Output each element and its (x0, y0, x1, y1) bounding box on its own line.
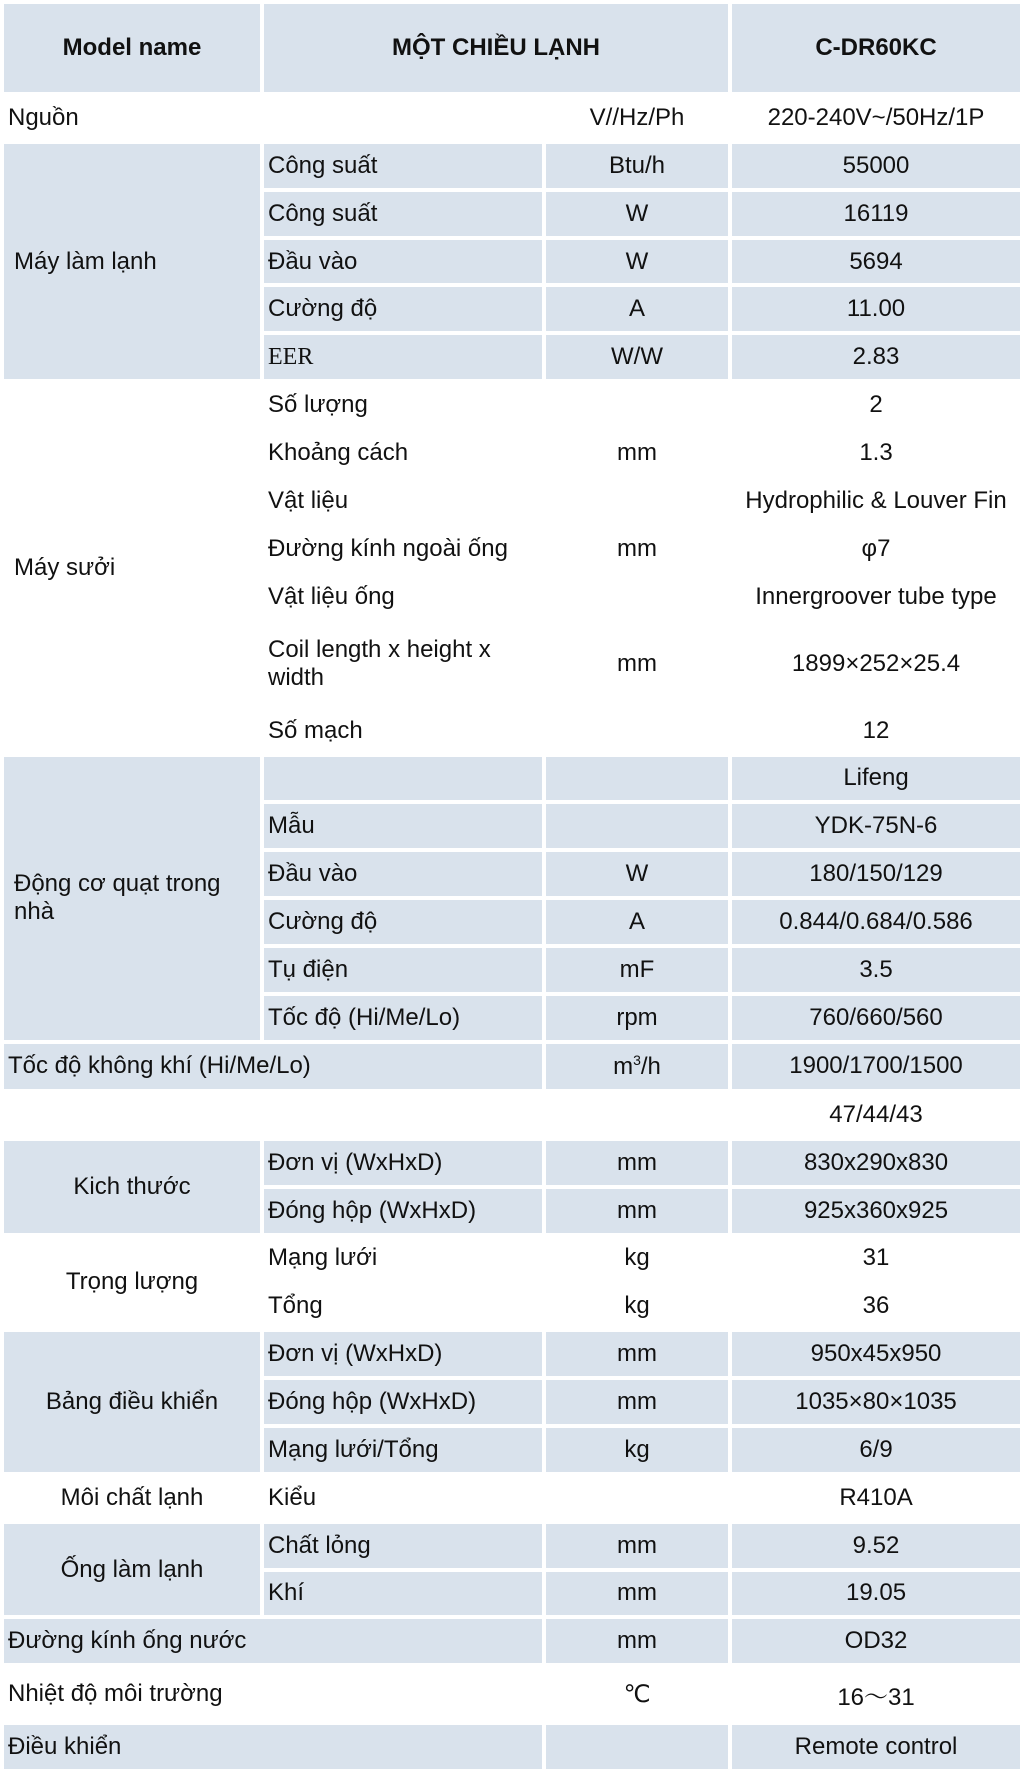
row-value: 55000 (732, 144, 1020, 188)
row-value: Lifeng (732, 757, 1020, 801)
table-row (4, 383, 1020, 427)
row-label: Số mạch (264, 709, 542, 753)
airflow-label: Tốc độ không khí (Hi/Me/Lo) (4, 1044, 542, 1089)
row-label: EER (264, 335, 542, 379)
row-unit: W/W (546, 335, 728, 379)
airflow-value: 1900/1700/1500 (732, 1044, 1020, 1089)
row-label: Tốc độ (Hi/Me/Lo) (264, 996, 542, 1040)
row-label: Khoảng cách (264, 431, 542, 475)
cooling-group-label: Máy làm lạnh (4, 144, 260, 379)
row-unit: A (546, 900, 728, 944)
row-value: 830x290x830 (732, 1141, 1020, 1185)
control-label: Điều khiển (4, 1725, 542, 1769)
row-value: 950x45x950 (732, 1332, 1020, 1376)
row-unit: kg (546, 1284, 728, 1328)
noise-value: 47/44/43 (732, 1093, 1020, 1137)
row-unit: kg (546, 1237, 728, 1281)
airflow-unit: $m^3/h$ (546, 1044, 728, 1089)
row-value: Hydrophilic & Louver Fin (732, 479, 1020, 523)
drain-value: OD32 (732, 1619, 1020, 1663)
row-unit: mF (546, 948, 728, 992)
row-value: 925x360x925 (732, 1189, 1020, 1233)
row-unit (546, 757, 728, 801)
row-label: Mạng lưới/Tổng (264, 1428, 542, 1472)
weight-group-label: Trọng lượng (4, 1237, 260, 1329)
power-value: 220-240V~/50Hz/1P (732, 96, 1020, 140)
power-unit: V//Hz/Ph (546, 96, 728, 140)
row-unit: W (546, 240, 728, 284)
noise-label (4, 1093, 542, 1137)
table-row (4, 1524, 1020, 1568)
row-unit: A (546, 287, 728, 331)
row-unit: kg (546, 1428, 728, 1472)
row-value: 3.5 (732, 948, 1020, 992)
row-unit: mm (546, 431, 728, 475)
row-label: Mẫu (264, 804, 542, 848)
panel-group-label: Bảng điều khiển (4, 1332, 260, 1472)
fan-motor-group-label: Động cơ quạt trong nhà (4, 757, 260, 1040)
refrigerant-group-label: Môi chất lạnh (4, 1476, 260, 1520)
row-unit: rpm (546, 996, 728, 1040)
noise-unit (546, 1093, 728, 1137)
ambient-value: 16～31 (732, 1667, 1020, 1720)
row-value: 760/660/560 (732, 996, 1020, 1040)
table-row (4, 1044, 1020, 1089)
table-row (4, 757, 1020, 801)
row-label: Đơn vị (WxHxD) (264, 1141, 542, 1185)
drain-unit: mm (546, 1619, 728, 1663)
row-label: Đầu vào (264, 852, 542, 896)
table-row (4, 96, 1020, 140)
control-value: Remote control (732, 1725, 1020, 1769)
table-row (4, 1476, 1020, 1520)
row-value: 16119 (732, 192, 1020, 236)
row-label: Cường độ (264, 287, 542, 331)
header-row (4, 4, 1020, 92)
table-row (4, 1093, 1020, 1137)
row-unit: mm (546, 1524, 728, 1568)
control-unit (546, 1725, 728, 1769)
row-label: Số lượng (264, 383, 542, 427)
row-label: Đường kính ngoài ống (264, 527, 542, 571)
row-value: 180/150/129 (732, 852, 1020, 896)
row-unit (546, 479, 728, 523)
row-label: Đầu vào (264, 240, 542, 284)
row-unit (546, 575, 728, 619)
row-value: 6/9 (732, 1428, 1020, 1472)
row-label: Cường độ (264, 900, 542, 944)
table-row (4, 144, 1020, 188)
row-value: 19.05 (732, 1572, 1020, 1616)
row-label: Vật liệu ống (264, 575, 542, 619)
row-value: 2.83 (732, 335, 1020, 379)
row-value: 11.00 (732, 287, 1020, 331)
drain-label: Đường kính ống nước (4, 1619, 542, 1663)
row-unit: mm (546, 1572, 728, 1616)
row-label: Coil length x height x width (264, 622, 542, 704)
row-value: R410A (732, 1476, 1020, 1520)
row-unit: W (546, 192, 728, 236)
row-unit: mm (546, 527, 728, 571)
row-unit: W (546, 852, 728, 896)
row-unit (546, 804, 728, 848)
row-label: Mạng lưới (264, 1237, 542, 1281)
row-label: Tụ điện (264, 948, 542, 992)
row-label: Đóng hộp (WxHxD) (264, 1380, 542, 1424)
row-unit: mm (546, 622, 728, 704)
row-value: Innergroover tube type (732, 575, 1020, 619)
row-value: 9.52 (732, 1524, 1020, 1568)
row-value: 31 (732, 1237, 1020, 1281)
header-model-code: C-DR60KC (732, 4, 1020, 92)
row-label: Khí (264, 1572, 542, 1616)
row-unit: mm (546, 1141, 728, 1185)
header-type: MỘT CHIỀU LẠNH (264, 4, 728, 92)
row-value: YDK-75N-6 (732, 804, 1020, 848)
table-row (4, 1667, 1020, 1720)
row-label: Kiểu (264, 1476, 542, 1520)
heater-group-label: Máy sưởi (4, 383, 260, 752)
header-model-name: Model name (4, 4, 260, 92)
row-unit: mm (546, 1380, 728, 1424)
row-label: Chất lỏng (264, 1524, 542, 1568)
table-row (4, 1141, 1020, 1185)
row-value: 36 (732, 1284, 1020, 1328)
row-unit (546, 709, 728, 753)
row-value: 1.3 (732, 431, 1020, 475)
row-label: Vật liệu (264, 479, 542, 523)
row-label: Đơn vị (WxHxD) (264, 1332, 542, 1376)
row-value: 1035×80×1035 (732, 1380, 1020, 1424)
row-label: Công suất (264, 192, 542, 236)
table-row (4, 1237, 1020, 1281)
row-unit (546, 1476, 728, 1520)
ambient-unit: ℃ (546, 1667, 728, 1720)
row-value: 12 (732, 709, 1020, 753)
row-label: Tổng (264, 1284, 542, 1328)
table-row (4, 1332, 1020, 1376)
row-unit: mm (546, 1332, 728, 1376)
row-unit: mm (546, 1189, 728, 1233)
row-value: 2 (732, 383, 1020, 427)
row-value: 0.844/0.684/0.586 (732, 900, 1020, 944)
table-row (4, 1619, 1020, 1663)
row-value: 5694 (732, 240, 1020, 284)
row-label (264, 757, 542, 801)
row-unit (546, 383, 728, 427)
row-value: 1899×252×25.4 (732, 622, 1020, 704)
row-label: Công suất (264, 144, 542, 188)
table-row (4, 1725, 1020, 1769)
row-unit: Btu/h (546, 144, 728, 188)
power-label: Nguồn (4, 96, 542, 140)
ambient-label: Nhiệt độ môi trường (4, 1667, 542, 1720)
row-label: Đóng hộp (WxHxD) (264, 1189, 542, 1233)
dimensions-group-label: Kich thước (4, 1141, 260, 1233)
pipe-group-label: Ống làm lạnh (4, 1524, 260, 1616)
row-value: φ7 (732, 527, 1020, 571)
